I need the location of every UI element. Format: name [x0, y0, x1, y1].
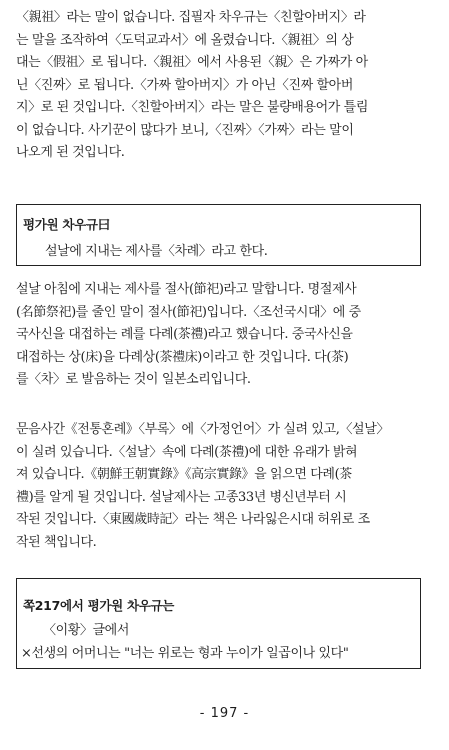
paragraph-2	[16, 279, 436, 392]
paragraph-line: 이 실려 있습니다.〈설날〉속에 다례(茶禮)에 대한 유래가 밝혀	[16, 444, 358, 460]
box-text: 설날에 지내는 제사를〈차례〉라고 한다.	[45, 244, 268, 259]
paragraph-line: 작된 책입니다.	[16, 534, 97, 550]
paragraph-line: 국사신을 대접하는 례를 다례(茶禮)라고 했습니다. 중국사신을	[16, 327, 353, 342]
paragraph-line: 를〈차〉로 발음하는 것이 일본소리입니다.	[16, 372, 251, 387]
paragraph-3	[16, 419, 436, 554]
paragraph-1	[16, 7, 436, 165]
quote-box-2	[16, 578, 421, 669]
paragraph-line: 禮)를 알게 될 것입니다. 설날제사는 고종33년 병신년부터 시	[16, 489, 347, 505]
paragraph-line: 져 있습니다.《朝鮮王朝實錄》《高宗實錄》을 읽으면 다례(茶	[16, 467, 352, 482]
box-title: 쪽217에서 평가원 차우규는	[23, 598, 175, 613]
box-text: 〈이황〉글에서	[43, 623, 129, 638]
paragraph-line: 문음사간《전통혼례》〈부록〉에〈가정언어〉가 실려 있고,〈설날〉	[16, 422, 389, 437]
box-title: 평가원 차우규曰	[23, 217, 110, 232]
paragraph-line: 〈親祖〉라는 말이 없습니다. 집필자 차우규는〈친할아버지〉라	[16, 10, 366, 25]
box-text: ×선생의 어머니는 "너는 위로는 형과 누이가 일곱이나 있다"	[21, 646, 349, 661]
paragraph-line: 작된 것입니다.〈東國歲時記〉라는 책은 나라잃은시대 허위로 조	[16, 512, 370, 527]
page-number: - 197 -	[199, 706, 250, 721]
paragraph-line: 대접하는 상(床)을 다례상(茶禮床)이라고 한 것입니다. 다(茶)	[16, 349, 349, 365]
paragraph-line: 지〉로 된 것입니다.〈친할아버지〉라는 말은 불량배용어가 틀림	[16, 100, 368, 115]
paragraph-line: 이 없습니다. 사기꾼이 많다가 보니,〈진짜〉〈가짜〉라는 말이	[16, 122, 354, 138]
paragraph-line: 닌〈진짜〉로 됩니다.〈가짜 할아버지〉가 아닌〈진짜 할아버	[16, 77, 353, 93]
paragraph-line: 대는〈假祖〉로 됩니다.〈親祖〉에서 사용된〈親〉은 가짜가 아	[16, 55, 368, 70]
paragraph-line: (名節祭祀)를 줄인 말이 절사(節祀)입니다.〈조선국시대〉에 중	[16, 304, 361, 320]
paragraph-line: 는 말을 조작하여〈도덕교과서〉에 올렸습니다.〈親祖〉의 상	[16, 32, 354, 48]
paragraph-line: 설날 아침에 지내는 제사를 절사(節祀)라고 말합니다. 명절제사	[16, 282, 357, 297]
quote-box-1	[16, 204, 421, 266]
paragraph-line: 나오게 된 것입니다.	[16, 145, 125, 160]
